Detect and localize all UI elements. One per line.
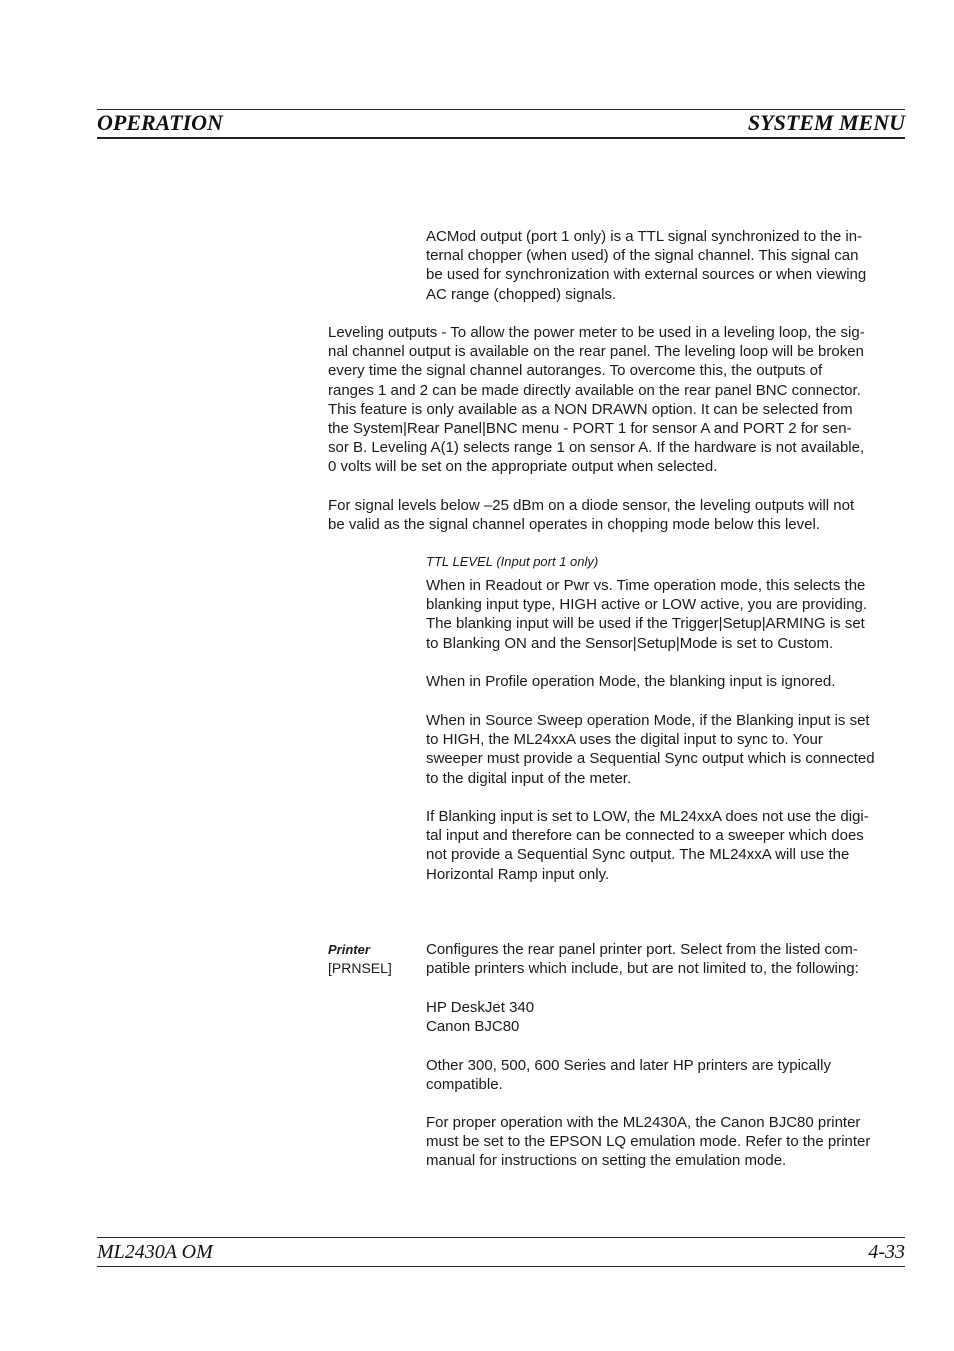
text-line: For proper operation with the ML2430A, the Canon BJC80 printer bbox=[426, 1114, 861, 1131]
header-bottom-rule bbox=[97, 137, 905, 139]
text-line: ternal chopper (when used) of the signal channel. This signal can bbox=[426, 247, 859, 265]
list-item: Canon BJC80 bbox=[426, 1018, 520, 1036]
text-line: to HIGH, the ML24xxA uses the digital input to sync to. Your bbox=[426, 731, 823, 749]
text-line: sor B. Leveling A(1) selects range 1 on sensor A. If the hardware is not available, bbox=[328, 439, 865, 457]
text-line: AC range (chopped) signals. bbox=[426, 285, 617, 303]
footer-top-rule bbox=[97, 1237, 905, 1238]
printer-paragraph-3 bbox=[426, 1056, 905, 1094]
ttl-level-paragraph-2 bbox=[426, 672, 905, 691]
text-line: be used for synchronization with external sources or when viewing bbox=[426, 266, 867, 284]
text-line: 0 volts will be set on the appropriate output when selected. bbox=[328, 458, 718, 476]
header-chapter-title: SYSTEM MENU bbox=[747, 110, 905, 135]
text-line: not provide a Sequential Sync output. The ML24xxA will use the bbox=[426, 846, 850, 864]
footer-bottom-rule bbox=[97, 1266, 905, 1267]
text-line: must be set to the EPSON LQ emulation mode. Refer to the printer bbox=[426, 1133, 871, 1151]
ttl-level-paragraph-4 bbox=[426, 807, 905, 884]
text-line: compatible. bbox=[426, 1076, 503, 1094]
text-line: ACMod output (port 1 only) is a TTL signal synchronized to the in- bbox=[426, 228, 863, 245]
text-line: When in Profile operation Mode, the blanking input is ignored. bbox=[426, 673, 836, 690]
ttl-level-paragraph-3 bbox=[426, 711, 905, 788]
text-line: When in Readout or Pwr vs. Time operation mode, this selects the bbox=[426, 577, 866, 594]
text-line: nal channel output is available on the rear panel. The leveling loop will be broken bbox=[328, 343, 864, 361]
text-line: to Blanking ON and the Sensor|Setup|Mode is set to Custom. bbox=[426, 634, 834, 652]
text-line: every time the signal channel autoranges. To overcome this, the outputs of bbox=[328, 362, 823, 380]
footer-page-number: 4-33 bbox=[868, 1241, 905, 1263]
text-line: For signal levels below –25 dBm on a diode sensor, the leveling outputs will not bbox=[328, 497, 855, 514]
acmod-paragraph bbox=[426, 227, 905, 304]
printer-paragraph-4 bbox=[426, 1113, 905, 1171]
text-line: Other 300, 500, 600 Series and later HP printers are typically bbox=[426, 1057, 831, 1074]
list-item: HP DeskJet 340 bbox=[426, 999, 535, 1016]
text-line: sweeper must provide a Sequential Sync output which is connected bbox=[426, 750, 875, 768]
ttl-level-label: TTL LEVEL (Input port 1 only) bbox=[426, 554, 599, 569]
printer-list bbox=[426, 998, 905, 1036]
text-line: Configures the rear panel printer port. Select from the listed com- bbox=[426, 941, 858, 958]
text-line: to the digital input of the meter. bbox=[426, 769, 632, 787]
text-line: blanking input type, HIGH active or LOW active, you are providing. bbox=[426, 596, 868, 614]
text-line: Leveling outputs - To allow the power meter to be used in a leveling loop, the sig- bbox=[328, 324, 865, 341]
text-line: If Blanking input is set to LOW, the ML24xxA does not use the digi- bbox=[426, 808, 869, 825]
footer-document-title: ML2430A OM bbox=[97, 1241, 213, 1263]
printer-label-name: Printer bbox=[328, 942, 370, 957]
printer-menu-label bbox=[328, 940, 392, 978]
text-line: ranges 1 and 2 can be made directly available on the rear panel BNC connector. bbox=[328, 381, 861, 399]
header-section-title: OPERATION bbox=[97, 110, 223, 135]
text-line: When in Source Sweep operation Mode, if the Blanking input is set bbox=[426, 712, 870, 729]
signal-levels-paragraph bbox=[328, 496, 905, 534]
text-line: The blanking input will be used if the Trigger|Setup|ARMING is set bbox=[426, 615, 865, 633]
text-line: This feature is only available as a NON DRAWN option. It can be selected from bbox=[328, 400, 853, 418]
printer-paragraph-1 bbox=[426, 940, 905, 978]
text-line: be valid as the signal channel operates in chopping mode below this level. bbox=[328, 516, 820, 534]
ttl-level-paragraph-1 bbox=[426, 576, 905, 653]
text-line: manual for instructions on setting the emulation mode. bbox=[426, 1152, 787, 1170]
printer-label-code: [PRNSEL] bbox=[328, 960, 392, 977]
text-line: Horizontal Ramp input only. bbox=[426, 865, 610, 883]
text-line: tal input and therefore can be connected to a sweeper which does bbox=[426, 827, 864, 845]
text-line: patible printers which include, but are not limited to, the following: bbox=[426, 960, 859, 978]
text-line: the System|Rear Panel|BNC menu - PORT 1 for sensor A and PORT 2 for sen- bbox=[328, 420, 852, 438]
leveling-outputs-paragraph bbox=[328, 323, 905, 477]
